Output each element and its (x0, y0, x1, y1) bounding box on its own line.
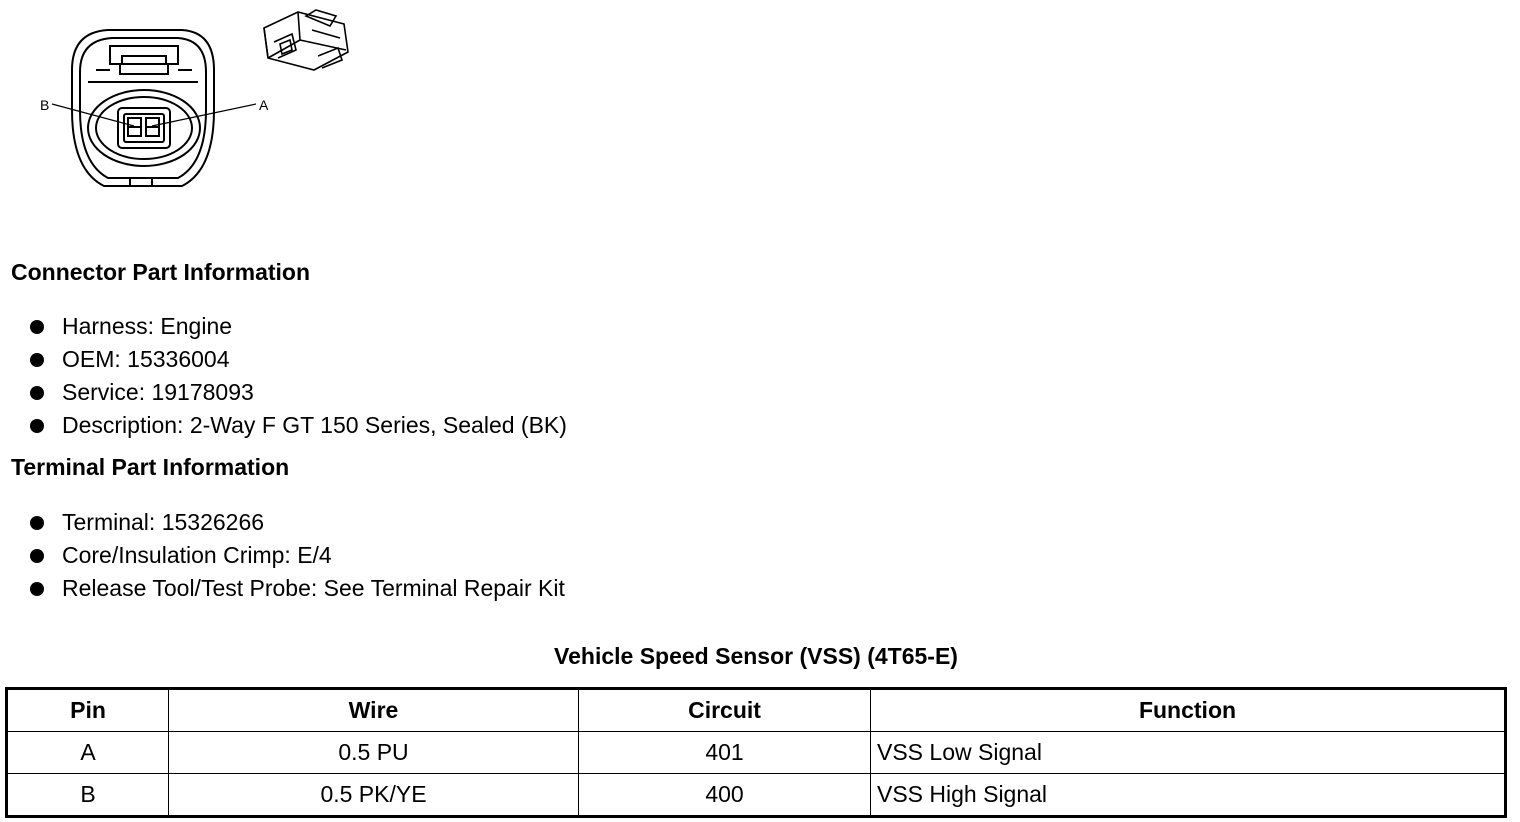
pin-table (5, 687, 1507, 818)
list-item (28, 539, 565, 572)
table-row (7, 774, 1506, 817)
col-header-pin: Pin (7, 689, 169, 732)
cell-function: VSS Low Signal (871, 732, 1506, 774)
terminal-part-heading: Terminal Part Information (11, 454, 290, 480)
connector-part-heading: Connector Part Information (11, 259, 311, 285)
list-item-text: Harness: Engine (62, 313, 233, 339)
connector-isometric-illustration (264, 10, 348, 70)
pin-table-title: Vehicle Speed Sensor (VSS) (4T65-E) (554, 643, 958, 669)
cell-pin: B (7, 774, 169, 817)
bullet-icon (30, 386, 44, 400)
cell-function: VSS High Signal (871, 774, 1506, 817)
terminal-label-b: B (40, 97, 50, 113)
list-item (28, 409, 567, 442)
terminal-part-list (28, 506, 565, 605)
list-item-text: Core/Insulation Crimp: E/4 (62, 542, 332, 568)
bullet-icon (30, 582, 44, 596)
list-item (28, 310, 567, 343)
cell-wire: 0.5 PK/YE (169, 774, 579, 817)
list-item-text: OEM: 15336004 (62, 346, 230, 372)
cell-circuit: 400 (579, 774, 871, 817)
bullet-icon (30, 549, 44, 563)
bullet-icon (30, 516, 44, 530)
col-header-wire: Wire (169, 689, 579, 732)
list-item (28, 572, 565, 605)
list-item-text: Description: 2-Way F GT 150 Series, Sealed (BK) (62, 412, 567, 438)
connector-diagram (0, 0, 360, 200)
connector-part-list (28, 310, 567, 442)
list-item (28, 376, 567, 409)
bullet-icon (30, 353, 44, 367)
terminal-label-a: A (259, 97, 269, 113)
list-item-text: Service: 19178093 (62, 379, 254, 405)
list-item-text: Release Tool/Test Probe: See Terminal Repair Kit (62, 575, 565, 601)
list-item (28, 506, 565, 539)
bullet-icon (30, 419, 44, 433)
list-item-text: Terminal: 15326266 (62, 509, 265, 535)
cell-circuit: 401 (579, 732, 871, 774)
list-item (28, 343, 567, 376)
table-row (7, 732, 1506, 774)
table-header-row (7, 689, 1506, 732)
col-header-function: Function (871, 689, 1506, 732)
col-header-circuit: Circuit (579, 689, 871, 732)
cell-wire: 0.5 PU (169, 732, 579, 774)
connector-face-illustration (72, 30, 214, 186)
bullet-icon (30, 320, 44, 334)
cell-pin: A (7, 732, 169, 774)
